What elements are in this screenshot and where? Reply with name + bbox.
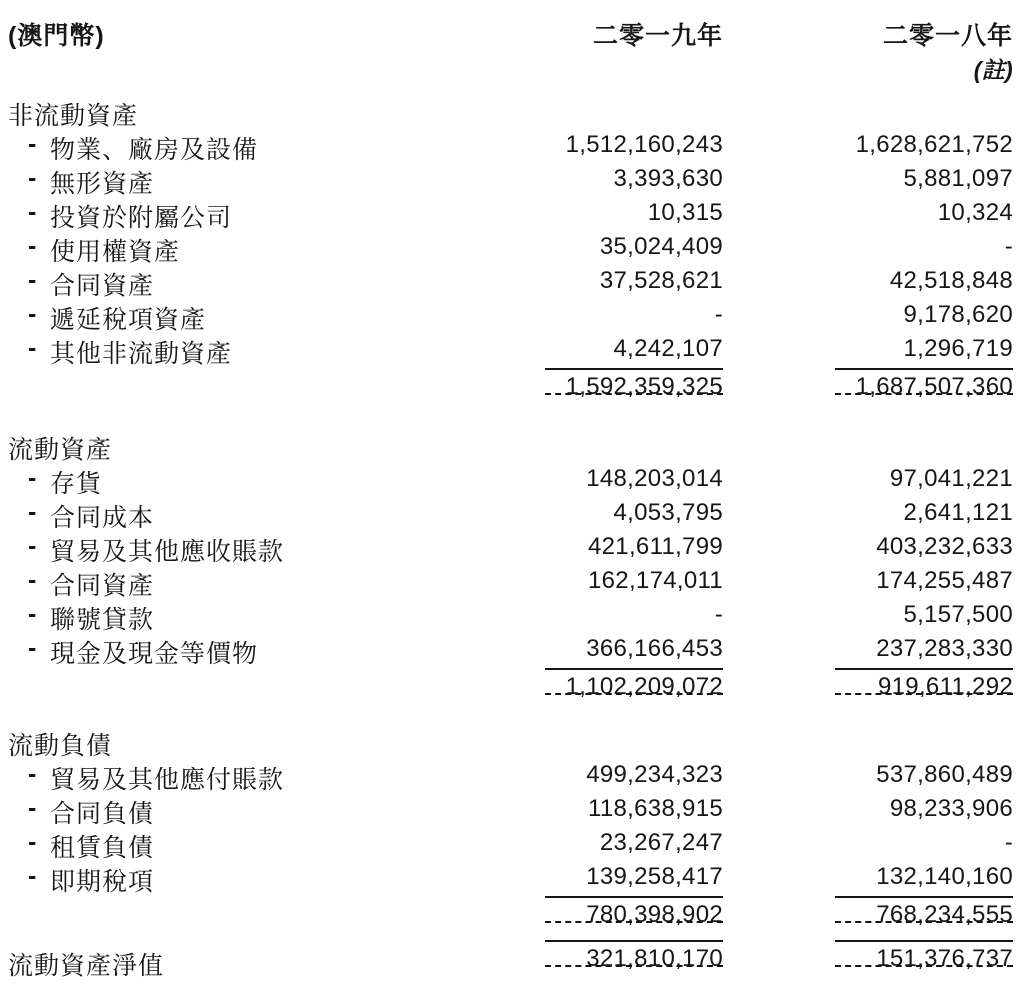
table-row <box>0 232 1033 266</box>
list-dash: - <box>28 232 38 260</box>
value-2018: 1,296,719 <box>903 335 1013 362</box>
row-label: 合同成本 <box>50 504 155 532</box>
table-row <box>0 130 1033 164</box>
value-2018: 132,140,160 <box>876 863 1013 890</box>
section-title: 流動負債 <box>8 732 113 760</box>
value-2019: 1,512,160,243 <box>565 131 723 158</box>
list-dash: - <box>28 164 38 192</box>
row-label: 現金及現金等價物 <box>50 640 259 668</box>
section-total-row <box>0 368 1033 406</box>
year-2018-header: 二零一八年 <box>882 22 1013 50</box>
list-dash: - <box>28 464 38 492</box>
list-dash: - <box>28 794 38 822</box>
column-header-row <box>0 16 1033 52</box>
section-title-current-assets <box>0 430 1033 464</box>
table-row <box>0 498 1033 532</box>
value-2018: 5,157,500 <box>903 601 1013 628</box>
list-dash: - <box>28 532 38 560</box>
list-dash: - <box>28 266 38 294</box>
row-label: 聯號貸款 <box>50 606 155 634</box>
list-dash: - <box>28 198 38 226</box>
value-2019: 10,315 <box>647 199 723 226</box>
value-2018: 2,641,121 <box>903 499 1013 526</box>
value-2019: 421,611,799 <box>588 533 723 560</box>
value-2018: 42,518,848 <box>889 267 1013 294</box>
table-row <box>0 566 1033 600</box>
list-dash: - <box>28 334 38 362</box>
section-title-non-current-assets <box>0 96 1033 130</box>
table-row <box>0 828 1033 862</box>
value-2019: 4,242,107 <box>613 335 723 362</box>
row-label: 即期稅項 <box>50 868 155 896</box>
table-row <box>0 164 1033 198</box>
value-2019: 366,166,453 <box>586 635 723 662</box>
note-row <box>0 52 1033 82</box>
list-dash: - <box>28 130 38 158</box>
value-2018: - <box>1004 233 1013 260</box>
table-row <box>0 532 1033 566</box>
total-2019: 1,592,359,325 <box>545 368 723 395</box>
table-row <box>0 634 1033 668</box>
section-title-current-liabilities <box>0 726 1033 760</box>
row-label: 合同資產 <box>50 572 155 600</box>
section-total-row <box>0 896 1033 934</box>
table-row <box>0 862 1033 896</box>
value-2018: 9,178,620 <box>903 301 1013 328</box>
list-dash: - <box>28 760 38 788</box>
list-dash: - <box>28 634 38 662</box>
value-2019: 35,024,409 <box>599 233 723 260</box>
row-label: 貿易及其他應付賬款 <box>50 766 285 794</box>
list-dash: - <box>28 828 38 856</box>
year-2019-header: 二零一九年 <box>592 22 723 50</box>
value-2019: - <box>714 601 723 628</box>
row-label: 貿易及其他應收賬款 <box>50 538 285 566</box>
table-row <box>0 198 1033 232</box>
row-label: 其他非流動資產 <box>50 340 233 368</box>
total-2019: 1,102,209,072 <box>545 668 723 695</box>
net-current-assets-label: 流動資產淨值 <box>8 952 165 980</box>
total-2019: 780,398,902 <box>545 896 723 923</box>
value-2018: - <box>1004 829 1013 856</box>
total-2018: 919,611,292 <box>835 668 1013 695</box>
row-label: 物業、廠房及設備 <box>50 136 259 164</box>
row-label: 合同資產 <box>50 272 155 300</box>
table-row <box>0 334 1033 368</box>
value-2018: 537,860,489 <box>876 761 1013 788</box>
value-2018: 1,628,621,752 <box>855 131 1013 158</box>
value-2019: 3,393,630 <box>613 165 723 192</box>
list-dash: - <box>28 600 38 628</box>
section-title: 流動資產 <box>8 436 113 464</box>
value-2019: - <box>714 301 723 328</box>
row-label: 合同負債 <box>50 800 155 828</box>
section-total-row <box>0 668 1033 706</box>
row-label: 遞延稅項資產 <box>50 306 207 334</box>
net-current-assets-row <box>0 940 1033 982</box>
row-label: 無形資產 <box>50 170 155 198</box>
value-2018: 10,324 <box>937 199 1013 226</box>
value-2018: 5,881,097 <box>903 165 1013 192</box>
table-row <box>0 760 1033 794</box>
row-label: 投資於附屬公司 <box>50 204 233 232</box>
net-current-assets-2018: 151,376,737 <box>835 940 1013 967</box>
total-2018: 768,234,555 <box>835 896 1013 923</box>
table-row <box>0 300 1033 334</box>
value-2018: 174,255,487 <box>876 567 1013 594</box>
table-row <box>0 266 1033 300</box>
value-2019: 23,267,247 <box>599 829 723 856</box>
row-label: 使用權資產 <box>50 238 181 266</box>
value-2019: 37,528,621 <box>599 267 723 294</box>
value-2019: 499,234,323 <box>586 761 723 788</box>
net-current-assets-2019: 321,810,170 <box>545 940 723 967</box>
value-2018: 237,283,330 <box>876 635 1013 662</box>
list-dash: - <box>28 300 38 328</box>
currency-label: (澳門幣) <box>8 22 105 50</box>
value-2018: 403,232,633 <box>876 533 1013 560</box>
row-label: 租賃負債 <box>50 834 155 862</box>
total-2018: 1,687,507,360 <box>835 368 1013 395</box>
value-2018: 98,233,906 <box>889 795 1013 822</box>
value-2019: 139,258,417 <box>586 863 723 890</box>
table-row <box>0 464 1033 498</box>
table-row <box>0 794 1033 828</box>
list-dash: - <box>28 498 38 526</box>
row-label: 存貨 <box>50 470 103 498</box>
value-2018: 97,041,221 <box>889 465 1013 492</box>
section-title: 非流動資產 <box>8 102 139 130</box>
value-2019: 118,638,915 <box>588 795 723 822</box>
table-row <box>0 600 1033 634</box>
note-label: (註) <box>973 57 1013 83</box>
list-dash: - <box>28 566 38 594</box>
value-2019: 148,203,014 <box>586 465 723 492</box>
value-2019: 162,174,011 <box>588 567 723 594</box>
list-dash: - <box>28 862 38 890</box>
value-2019: 4,053,795 <box>613 499 723 526</box>
